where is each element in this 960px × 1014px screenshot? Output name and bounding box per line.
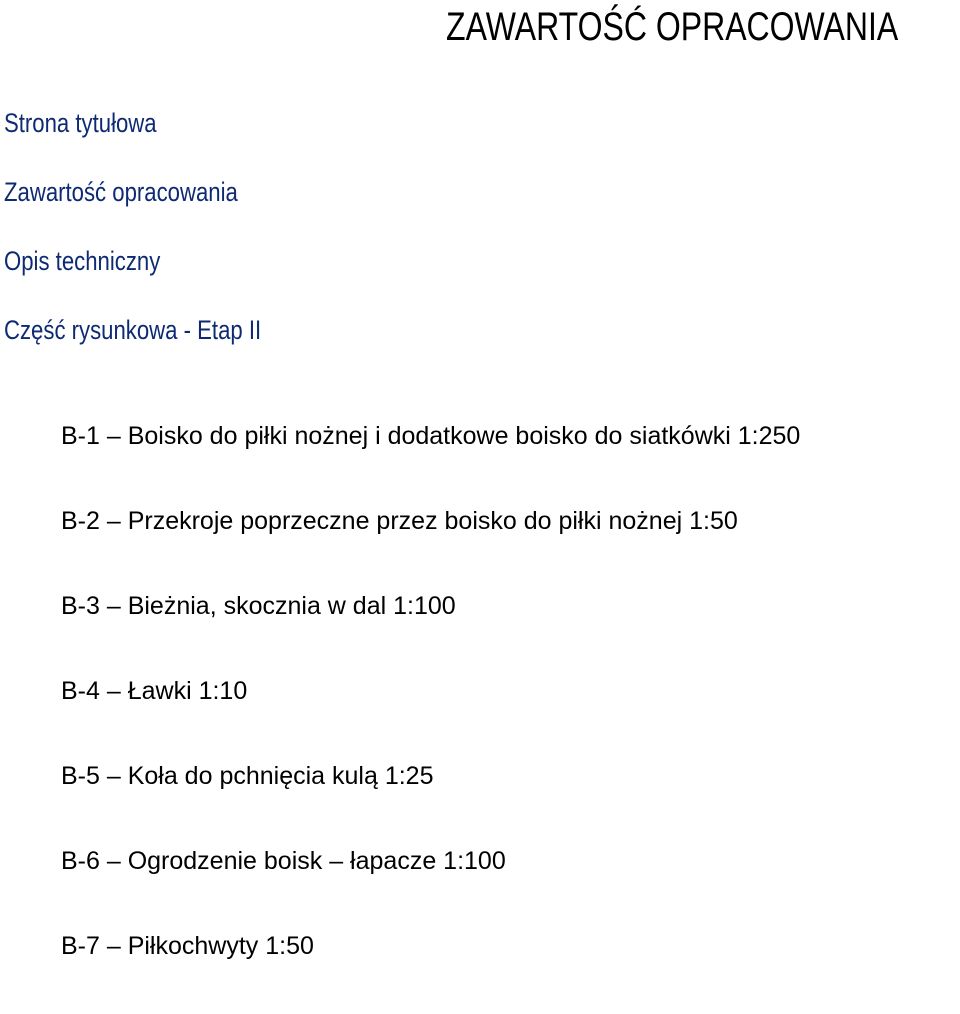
drawing-description: Piłkochwyty 1:50 xyxy=(127,932,314,960)
drawing-item-b3 xyxy=(61,589,800,623)
drawing-item-b7 xyxy=(61,929,800,963)
drawing-separator: – xyxy=(99,592,128,620)
section-title-page: Strona tytułowa xyxy=(4,108,157,138)
section-technical-description: Opis techniczny xyxy=(4,246,161,276)
drawing-separator: – xyxy=(99,507,128,535)
drawing-code: B-4 xyxy=(61,677,100,705)
drawing-separator: – xyxy=(99,847,128,875)
drawing-code: B-1 xyxy=(61,422,100,450)
drawing-item-b1 xyxy=(61,419,800,453)
section-drawings-part: Część rysunkowa - Etap II xyxy=(4,315,262,345)
document-title: ZAWARTOŚĆ OPRACOWANIA xyxy=(445,5,898,49)
drawing-code: B-6 xyxy=(61,847,100,875)
drawing-description: Przekroje poprzeczne przez boisko do piłki nożnej 1:50 xyxy=(127,507,738,535)
drawing-separator: – xyxy=(99,762,128,790)
drawing-description: Ogrodzenie boisk – łapacze 1:100 xyxy=(127,847,506,875)
drawing-separator: – xyxy=(99,677,128,705)
drawing-separator: – xyxy=(99,932,128,960)
drawing-list xyxy=(61,419,800,1014)
drawing-separator: – xyxy=(99,422,128,450)
drawing-code: B-2 xyxy=(61,507,100,535)
drawing-description: Boisko do piłki nożnej i dodatkowe boisko do siatkówki 1:250 xyxy=(127,422,801,450)
drawing-description: Koła do pchnięcia kulą 1:25 xyxy=(127,762,434,790)
drawing-item-b6 xyxy=(61,844,800,878)
drawing-item-b5 xyxy=(61,759,800,793)
drawing-item-b4 xyxy=(61,674,800,708)
section-list xyxy=(4,106,318,382)
drawing-item-b2 xyxy=(61,504,800,538)
drawing-description: Ławki 1:10 xyxy=(127,677,248,705)
drawing-code: B-5 xyxy=(61,762,100,790)
section-contents: Zawartość opracowania xyxy=(4,177,238,207)
drawing-description: Bieżnia, skocznia w dal 1:100 xyxy=(127,592,456,620)
drawing-code: B-7 xyxy=(61,932,100,960)
drawing-code: B-3 xyxy=(61,592,100,620)
